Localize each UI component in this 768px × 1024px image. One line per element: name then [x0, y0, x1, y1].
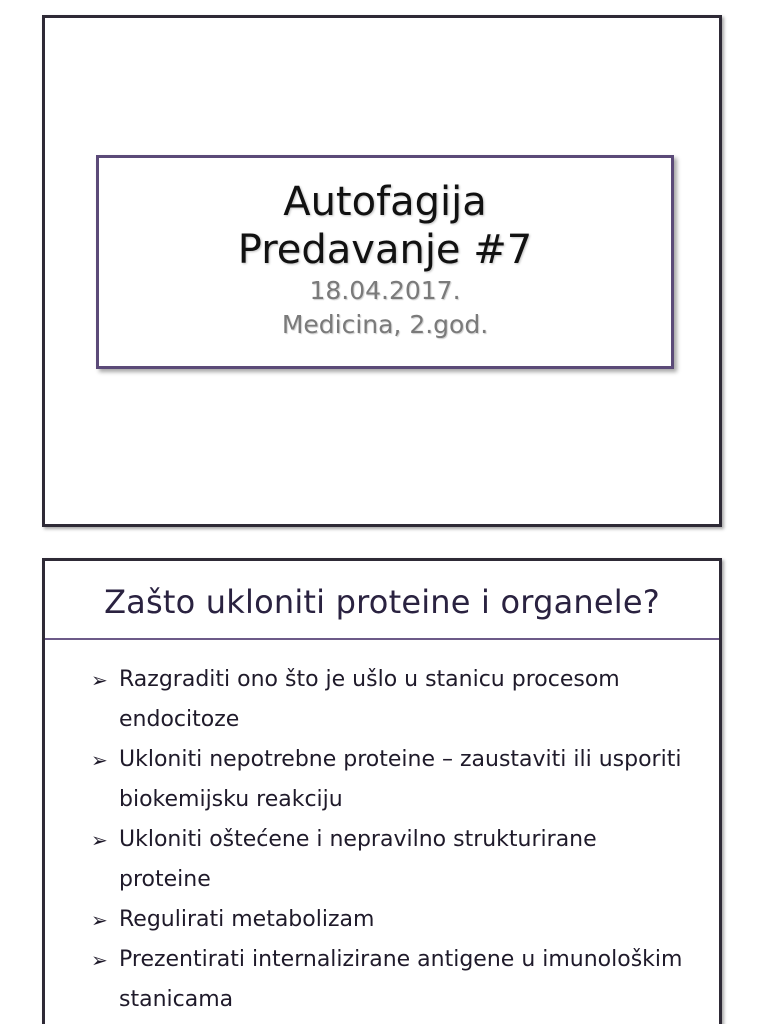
list-item	[89, 740, 689, 820]
slide-2	[42, 558, 722, 1024]
arrow-bullet-icon: ➢	[91, 748, 108, 772]
arrow-bullet-icon: ➢	[91, 668, 108, 692]
lecture-title: Autofagija	[283, 179, 487, 225]
arrow-bullet-icon: ➢	[91, 828, 108, 852]
list-item-text: Ukloniti nepotrebne proteine – zaustaviti ili usporiti biokemijsku reakciju	[119, 747, 682, 812]
slide-title: Zašto ukloniti proteine i organele?	[104, 583, 660, 621]
list-item	[89, 820, 689, 900]
list-item	[89, 660, 689, 740]
title-divider	[45, 638, 719, 640]
list-item-text: Prezentirati internalizirane antigene u imunološkim stanicama	[119, 947, 683, 1012]
bullet-list	[89, 660, 689, 1020]
arrow-bullet-icon: ➢	[91, 948, 108, 972]
title-box	[96, 155, 674, 369]
lecture-date: 18.04.2017.	[309, 276, 461, 305]
slide-1	[42, 15, 722, 527]
list-item-text: Ukloniti oštećene i nepravilno strukturirane proteine	[119, 827, 597, 892]
course-name: Medicina, 2.god.	[281, 310, 489, 339]
list-item	[89, 940, 689, 1020]
arrow-bullet-icon: ➢	[91, 908, 108, 932]
lecture-number: Predavanje #7	[237, 227, 533, 273]
list-item	[89, 900, 689, 940]
list-item-text: Razgraditi ono što je ušlo u stanicu procesom endocitoze	[119, 667, 620, 732]
list-item-text: Regulirati metabolizam	[119, 907, 375, 932]
